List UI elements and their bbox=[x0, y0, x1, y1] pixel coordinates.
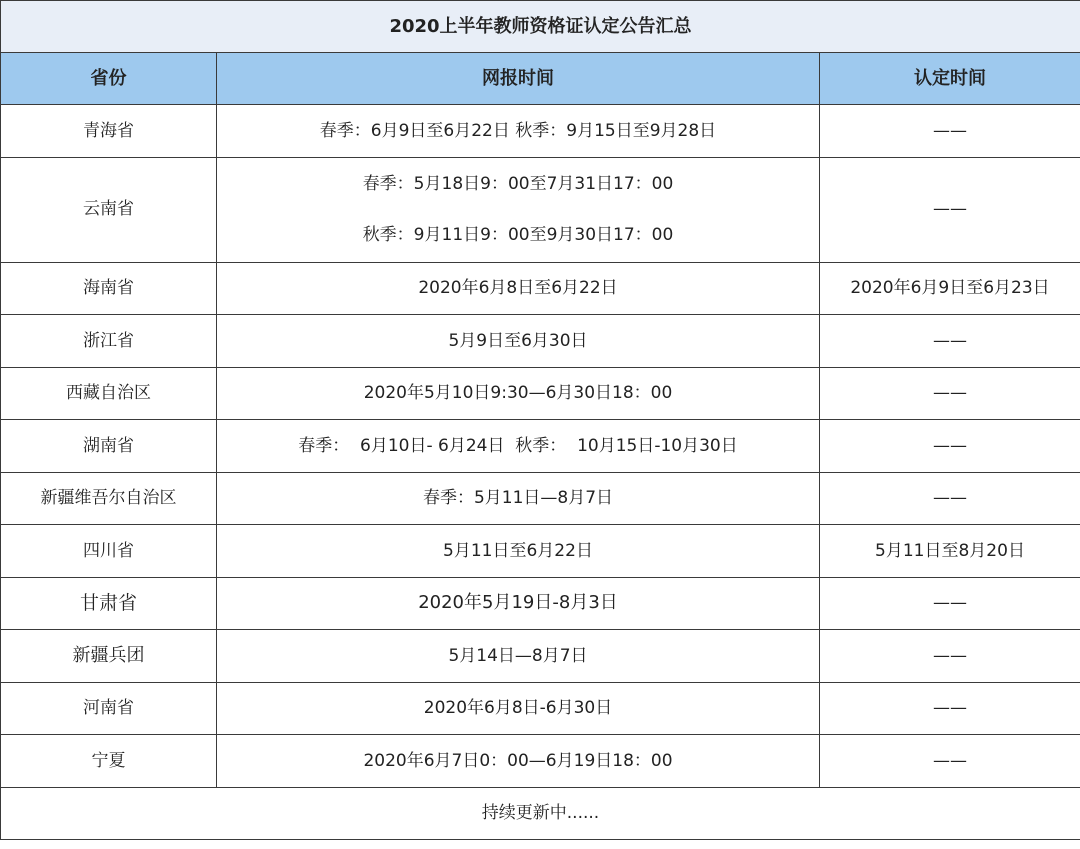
header-certify-time: 认定时间 bbox=[820, 53, 1080, 105]
cell-certify-time: 5月11日至8月20日 bbox=[820, 525, 1080, 578]
online-time-line: 春季：6月9日至6月22日 秋季：9月15日至9月28日 bbox=[319, 120, 717, 141]
cell-province: 西藏自治区 bbox=[1, 367, 217, 420]
cell-certify-time: —— bbox=[820, 105, 1080, 158]
cell-online-time bbox=[217, 735, 820, 788]
online-time-line: 5月11日至6月22日 bbox=[443, 540, 593, 561]
cell-certify-time: —— bbox=[820, 315, 1080, 368]
cell-province: 甘肃省 bbox=[1, 577, 217, 630]
cell-certify-time: —— bbox=[820, 472, 1080, 525]
table-row bbox=[1, 630, 1080, 683]
cell-online-time bbox=[217, 367, 820, 420]
table-title: 2020上半年教师资格证认定公告汇总 bbox=[1, 1, 1080, 53]
cell-certify-time: —— bbox=[820, 630, 1080, 683]
online-time-line: 5月9日至6月30日 bbox=[448, 330, 588, 351]
cell-certify-time: —— bbox=[820, 367, 1080, 420]
table-row bbox=[1, 525, 1080, 578]
header-province: 省份 bbox=[1, 53, 217, 105]
online-time-line: 2020年5月10日9:30—6月30日18：00 bbox=[363, 383, 673, 404]
cell-province: 新疆维吾尔自治区 bbox=[1, 472, 217, 525]
cell-online-time bbox=[217, 105, 820, 158]
table-row bbox=[1, 420, 1080, 473]
table-row bbox=[1, 367, 1080, 420]
cell-certify-time: —— bbox=[820, 735, 1080, 788]
table-row bbox=[1, 315, 1080, 368]
table-row bbox=[1, 157, 1080, 262]
table-row bbox=[1, 472, 1080, 525]
online-time-line: 春季：5月11日—8月7日 bbox=[422, 488, 614, 509]
title-row bbox=[1, 1, 1080, 53]
cell-online-time bbox=[217, 315, 820, 368]
cell-online-time bbox=[217, 525, 820, 578]
cell-certify-time: —— bbox=[820, 420, 1080, 473]
cell-certify-time: —— bbox=[820, 157, 1080, 262]
cell-online-time bbox=[217, 682, 820, 735]
footer-row bbox=[1, 787, 1080, 839]
header-row bbox=[1, 53, 1080, 105]
header-online-time: 网报时间 bbox=[217, 53, 820, 105]
cell-province: 河南省 bbox=[1, 682, 217, 735]
cell-province: 浙江省 bbox=[1, 315, 217, 368]
online-time-line: 春季：5月18日9：00至7月31日17：00 bbox=[362, 174, 674, 195]
cell-province: 云南省 bbox=[1, 157, 217, 262]
online-time-line: 秋季：9月11日9：00至9月30日17：00 bbox=[362, 224, 674, 245]
online-time-line: 5月14日—8月7日 bbox=[448, 645, 588, 666]
table-row bbox=[1, 262, 1080, 315]
table-row bbox=[1, 577, 1080, 630]
table-row bbox=[1, 682, 1080, 735]
cell-certify-time: —— bbox=[820, 682, 1080, 735]
table-row bbox=[1, 105, 1080, 158]
cell-province: 四川省 bbox=[1, 525, 217, 578]
online-time-line: 2020年6月8日-6月30日 bbox=[423, 698, 613, 719]
update-note: 持续更新中...... bbox=[1, 787, 1080, 839]
cell-province: 青海省 bbox=[1, 105, 217, 158]
cell-online-time bbox=[217, 472, 820, 525]
cell-online-time bbox=[217, 577, 820, 630]
cell-province: 新疆兵团 bbox=[1, 630, 217, 683]
cell-province: 湖南省 bbox=[1, 420, 217, 473]
cell-certify-time: 2020年6月9日至6月23日 bbox=[820, 262, 1080, 315]
cell-online-time bbox=[217, 420, 820, 473]
cell-province: 海南省 bbox=[1, 262, 217, 315]
cell-certify-time: —— bbox=[820, 577, 1080, 630]
cell-online-time bbox=[217, 262, 820, 315]
online-time-line: 2020年6月8日至6月22日 bbox=[418, 278, 618, 299]
cell-province: 宁夏 bbox=[1, 735, 217, 788]
online-time-line: 2020年5月19日-8月3日 bbox=[418, 592, 618, 614]
cell-online-time bbox=[217, 630, 820, 683]
online-time-line: 春季： 6月10日- 6月24日 秋季： 10月15日-10月30日 bbox=[298, 435, 738, 456]
table-row bbox=[1, 735, 1080, 788]
cell-online-time bbox=[217, 157, 820, 262]
online-time-line: 2020年6月7日0：00—6月19日18：00 bbox=[363, 750, 673, 771]
